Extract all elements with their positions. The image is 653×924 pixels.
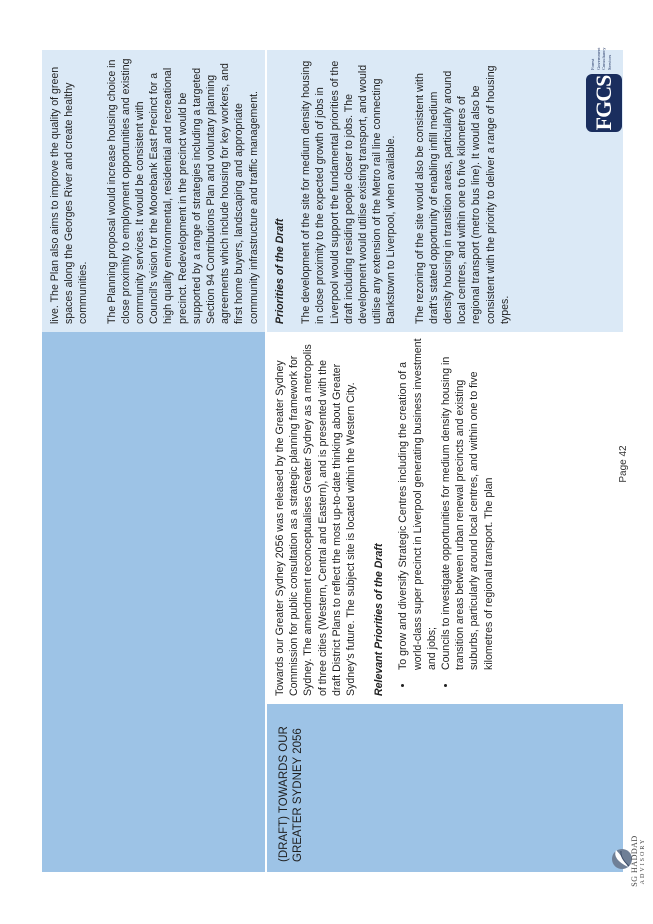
row2-left-para-1: Towards our Greater Sydney 2056 was released by the Greater Sydney Commission for public consultation as a strategic planning framework for Sydney. The amendment reconceptualises Greater Sydney as a metropolis of three cities (Western, Central and Eastern), and is presented with the draft District Plans to reflect the most up-to-date thinking about Greater Sydney's future. The subject site is located within the Western City. bbox=[274, 344, 358, 696]
priorities-list bbox=[396, 338, 495, 696]
list-item: • To grow and diversify Strategic Centres including the creation of a world-class super precinct in Liverpool generating business investment and jobs; bbox=[396, 338, 439, 674]
row1-left-cell bbox=[42, 332, 265, 704]
row2-left-cell bbox=[267, 332, 623, 704]
row1-right-para-2: The Planning proposal would increase housing choice in close proximity to employment opportunities and existing community services. It would be consistent with Council's vision for the Moorebank East Precinct for a high quality environmental, residential and recreational precinct. Redevelopment in the precinct would be supported by a range of strategies including a targeted Section 94 Contributions Plan and voluntary planning agreements which include housing for key workers, and first home buyers, landscaping and appropriate community infrastructure and traffic management. bbox=[105, 58, 260, 324]
relevant-priorities-heading: Relevant Priorities of the Draft bbox=[373, 543, 386, 696]
row2-right-para-2: The rezoning of the site would also be consistent with draft's stated opportunity of enabling infill medium density housing in transition areas, particularly around local centres, and within one to five kilometres of regional transport (metro bus line). It would also be consistent with the priority to deliver a range of housing types. bbox=[413, 65, 511, 324]
list-item: • Councils to investigate opportunities for medium density housing in transition areas between urban renewal precincts and existing suburbs, particularly around local centres, and within one to five kilometres of regional transport. The plan bbox=[439, 338, 496, 674]
fgcs-wordmark: FGCS bbox=[586, 74, 622, 132]
sg-haddad-wordmark: SG HADDAD ADVISORY bbox=[630, 835, 646, 887]
section-label: (DRAFT) TOWARDS OUR GREATER SYDNEY 2056 bbox=[278, 726, 304, 862]
row2-right-cell bbox=[267, 50, 623, 332]
row1-right-cell bbox=[42, 50, 265, 332]
row1-right-para-1: live. The Plan also aims to improve the quality of green spaces along the Georges River and create healthy communities. bbox=[49, 66, 90, 324]
fgcs-logo bbox=[584, 32, 624, 132]
row2-label-cell bbox=[267, 704, 623, 872]
row2-right-para-1: The development of the site for medium density housing in close proximity to the expected growth of jobs in Liverpool would support the fundamental priorities of the draft including residing people closer to jobs. The development would utilise existing transport, and would utilise any extension of the Metro rail line connecting Bankstown to Liverpool, when available. bbox=[300, 60, 398, 324]
priorities-heading: Priorities of the Draft bbox=[274, 218, 286, 324]
fgcs-subtitle: Forest Government Consultancy Services bbox=[590, 47, 612, 70]
page-number: Page 42 bbox=[618, 445, 629, 483]
row1-label-cell bbox=[42, 704, 265, 872]
